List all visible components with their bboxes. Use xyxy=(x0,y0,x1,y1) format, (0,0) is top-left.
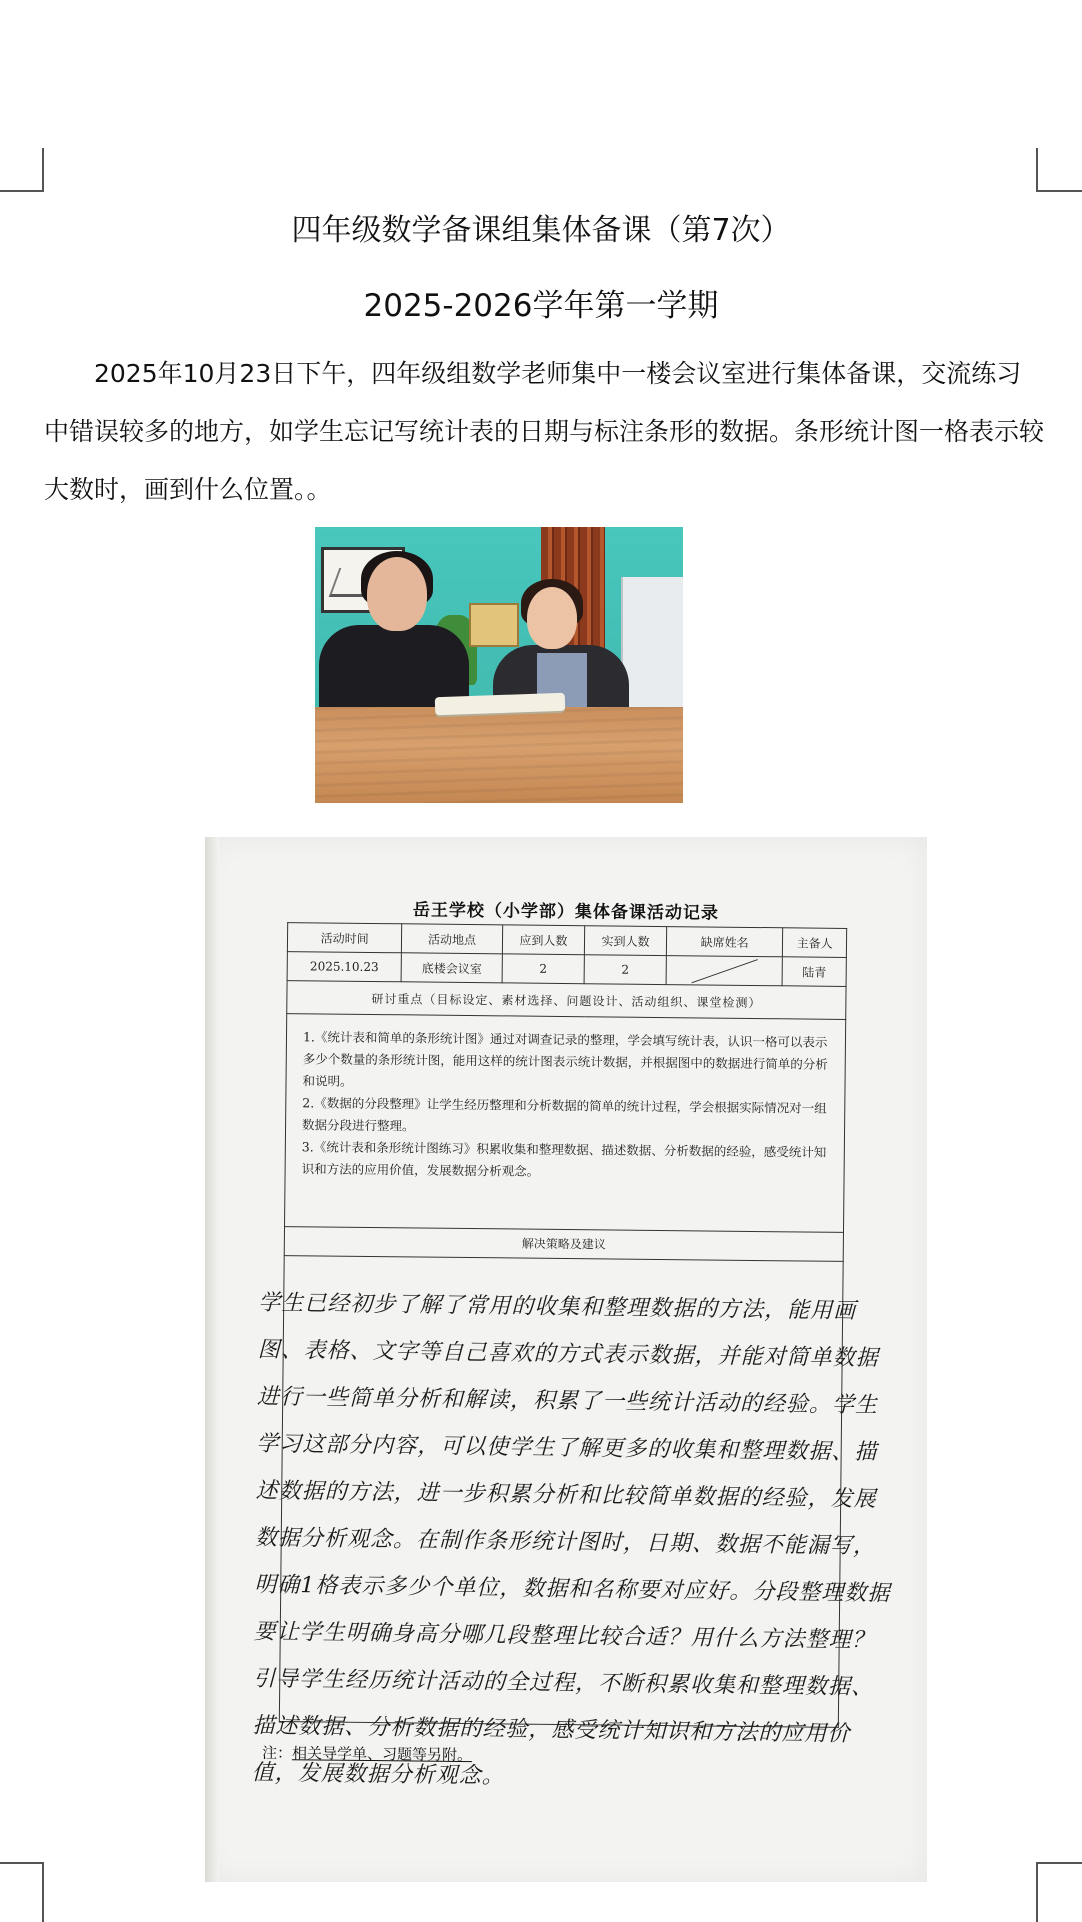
page-subtitle: 2025-2026学年第一学期 xyxy=(363,288,719,324)
handwritten-notes: 学生已经初步了解了常用的收集和整理数据的方法，能用画图、表格、文字等自己喜欢的方式表示数据，并能对简单数据进行一些简单分析和解读，积累了一些统计活动的经验。学生学习这部分内容，可以使学生了解更多的收集和整理数据、描述数据的方法，进一步积累分析和比较简单数据的经验，发展数据分析观念。在制作条形统计图时，日期、数据不能漏写，明确1格表示多少个单位，数据和名称要对应好。分段整理数据要让学生明确身高分哪几段整理比较合适？用什么方法整理？引导学生经历统计活动的全过程，不断积累收集和整理数据、描述数据、分析数据的经验，感受统计知识和方法的应用价值，发展数据分析观念。 xyxy=(251,1290,891,1790)
focus-box xyxy=(284,1014,846,1233)
crop-mark-top-left xyxy=(0,148,44,192)
absent-cell xyxy=(666,956,782,986)
crop-mark-bottom-left xyxy=(0,1862,44,1922)
strategy-label: 解决策略及建议 xyxy=(284,1227,844,1262)
focus-label: 研讨重点（目标设定、素材选择、问题设计、活动组织、课堂检测） xyxy=(287,981,846,1020)
header-cell: 应到人数 xyxy=(502,925,584,955)
header-cell: 缺席姓名 xyxy=(666,927,782,957)
focus-item: 1.《统计表和简单的条形统计图》通过对调查记录的整理，学会填写统计表，认识一格可以表示多少个数量的条形统计图，能用这样的统计图表示统计数据，并根据图中的数据进行简单的分析和说明。 xyxy=(302,1029,828,1089)
form-note xyxy=(262,1742,472,1765)
crop-mark-bottom-right xyxy=(1036,1862,1082,1922)
data-cell: 底楼会议室 xyxy=(401,953,502,983)
header-cell: 主备人 xyxy=(783,928,847,958)
header-cell: 活动地点 xyxy=(402,924,503,954)
scanned-form xyxy=(205,837,927,1882)
body-paragraph xyxy=(44,345,1044,519)
strike-line xyxy=(691,959,757,983)
data-cell: 2 xyxy=(584,955,666,985)
page-title: 四年级数学备课组集体备课（第7次） xyxy=(291,213,791,248)
note-text: 相关导学单、习题等另附。 xyxy=(291,1744,473,1765)
data-cell: 2 xyxy=(502,954,584,984)
header-cell: 实到人数 xyxy=(584,926,666,956)
meeting-photo xyxy=(315,527,683,803)
form-title: 岳王学校（小学部）集体备课活动记录 xyxy=(412,900,720,924)
data-cell: 2025.10.23 xyxy=(287,952,402,982)
header-cell: 活动时间 xyxy=(287,923,402,953)
focus-item: 2.《数据的分段整理》让学生经历整理和分析数据的简单的统计过程，学会根据实际情况对一组数据分段进行整理。 xyxy=(302,1095,827,1134)
focus-item: 3.《统计表和条形统计图练习》积累收集和整理数据、描述数据、分析数据的经验，感受统计知识和方法的应用价值，发展数据分析观念。 xyxy=(301,1139,827,1179)
note-prefix: 注： xyxy=(261,1743,293,1763)
data-cell: 陆青 xyxy=(782,957,846,987)
crop-mark-top-right xyxy=(1036,148,1082,192)
body-paragraph-text: 2025年10月23日下午，四年级组数学老师集中一楼会议室进行集体备课，交流练习中错误较多的地方，如学生忘记写统计表的日期与标注条形的数据。条形统计图一格表示较大数时，画到什么位置。。 xyxy=(44,359,1045,504)
